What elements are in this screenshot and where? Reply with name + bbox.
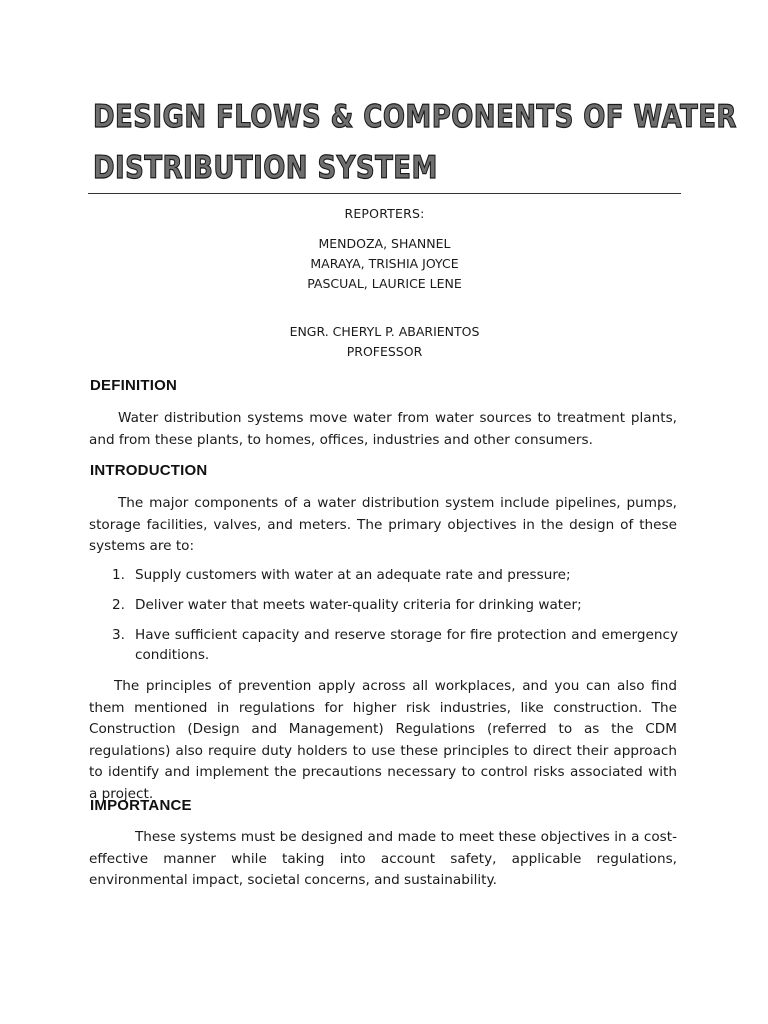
reporter-name: PASCUAL, LAURICE LENE: [307, 276, 462, 291]
list-number: 2.: [112, 597, 125, 613]
document-title: [93, 92, 737, 194]
professor-title: PROFESSOR: [346, 344, 423, 359]
list-item: [110, 625, 678, 665]
list-item: [110, 565, 678, 585]
list-item: [110, 595, 678, 615]
reporters-label: REPORTERS:: [344, 206, 425, 221]
importance-heading: IMPORTANCE: [90, 797, 192, 814]
list-text: Deliver water that meets water-quality criteria for drinking water;: [135, 597, 582, 613]
introduction-heading: INTRODUCTION: [90, 462, 208, 479]
definition-heading: DEFINITION: [90, 377, 177, 394]
title-divider: [88, 193, 681, 194]
reporter-name: MARAYA, TRISHIA JOYCE: [310, 256, 459, 271]
introduction-paragraph-2: The principles of prevention apply across all workplaces, and you can also find them mentioned in regulations for higher risk industries, like construction. The Construction (Design and Management) Regulations (referred to as the CDM regulations) also require duty holders to use these principles to direct their approach to identify and implement the precautions necessary to control risks associated with a project.: [89, 678, 677, 802]
importance-paragraph: These systems must be designed and made to meet these objectives in a cost-effective manner while taking into account safety, applicable regulations, environmental impact, societal concerns, and sustainability.: [89, 829, 677, 888]
objectives-list: [110, 565, 678, 665]
professor-block: [88, 322, 681, 362]
introduction-paragraph: The major components of a water distribution system include pipelines, pumps, storage facilities, valves, and meters. The primary objectives in the design of these systems are to:: [89, 495, 677, 554]
definition-paragraph: Water distribution systems move water from water sources to treatment plants, and from these plants, to homes, offices, industries and other consumers.: [89, 410, 677, 448]
title-line-2: DISTRIBUTION SYSTEM: [93, 150, 438, 186]
reporters-list: [88, 234, 681, 294]
professor-name: ENGR. CHERYL P. ABARIENTOS: [289, 324, 480, 339]
list-number: 1.: [112, 567, 125, 583]
list-text: Supply customers with water at an adequate rate and pressure;: [135, 567, 571, 583]
list-text: Have sufficient capacity and reserve storage for fire protection and emergency conditions.: [135, 627, 678, 663]
list-number: 3.: [112, 627, 125, 643]
title-line-1: DESIGN FLOWS & COMPONENTS OF WATER: [93, 99, 737, 135]
reporter-name: MENDOZA, SHANNEL: [318, 236, 451, 251]
